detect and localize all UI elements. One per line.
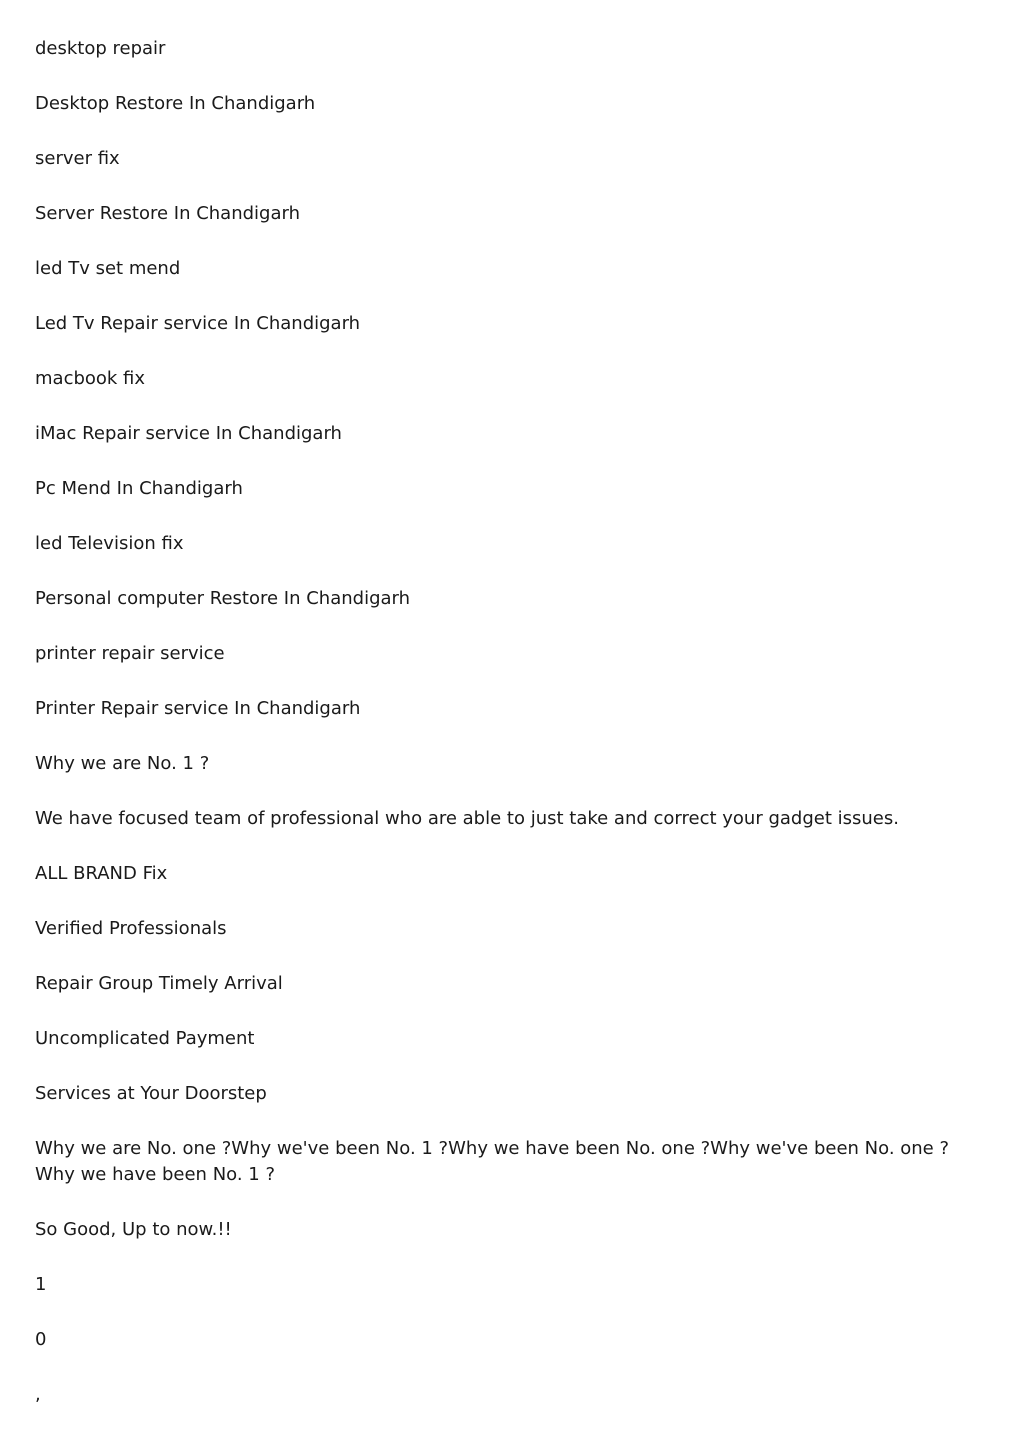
text-printer-repair-chandigarh: Printer Repair service In Chandigarh: [35, 698, 361, 719]
text-desktop-repair: desktop repair: [35, 38, 166, 59]
counter-digit-0: 0: [35, 1329, 47, 1350]
text-server-restore-chandigarh: Server Restore In Chandigarh: [35, 203, 300, 224]
text-uncomplicated-payment: Uncomplicated Payment: [35, 1028, 255, 1049]
counter-comma: ,: [35, 1384, 41, 1405]
text-so-good: So Good, Up to now.!!: [35, 1219, 232, 1240]
text-desktop-restore-chandigarh: Desktop Restore In Chandigarh: [35, 93, 316, 114]
text-all-brand-fix: ALL BRAND Fix: [35, 863, 168, 884]
text-pc-mend-chandigarh: Pc Mend In Chandigarh: [35, 478, 243, 499]
text-timely-arrival: Repair Group Timely Arrival: [35, 973, 283, 994]
text-why-repeated: Why we are No. one ?Why we've been No. 1 ?Why we have been No. one ?Why we've been No. one ?Why we have been No. 1 ?: [35, 1138, 950, 1185]
text-verified-professionals: Verified Professionals: [35, 918, 227, 939]
text-personal-computer-restore: Personal computer Restore In Chandigarh: [35, 588, 411, 609]
text-led-television-fix: led Television fix: [35, 533, 184, 554]
text-services-doorstep: Services at Your Doorstep: [35, 1083, 267, 1104]
text-printer-repair-service: printer repair service: [35, 643, 225, 664]
text-server-fix: server fix: [35, 148, 120, 169]
text-led-tv-repair-chandigarh: Led Tv Repair service In Chandigarh: [35, 313, 361, 334]
text-imac-repair-chandigarh: iMac Repair service In Chandigarh: [35, 423, 342, 444]
counter-digit-1: 1: [35, 1274, 47, 1295]
heading-why-no-1: Why we are No. 1 ?: [35, 753, 210, 774]
text-led-tv-set-mend: led Tv set mend: [35, 258, 181, 279]
text-focused-team: We have focused team of professional who are able to just take and correct your gadget issues.: [35, 808, 899, 829]
text-macbook-fix: macbook fix: [35, 368, 146, 389]
